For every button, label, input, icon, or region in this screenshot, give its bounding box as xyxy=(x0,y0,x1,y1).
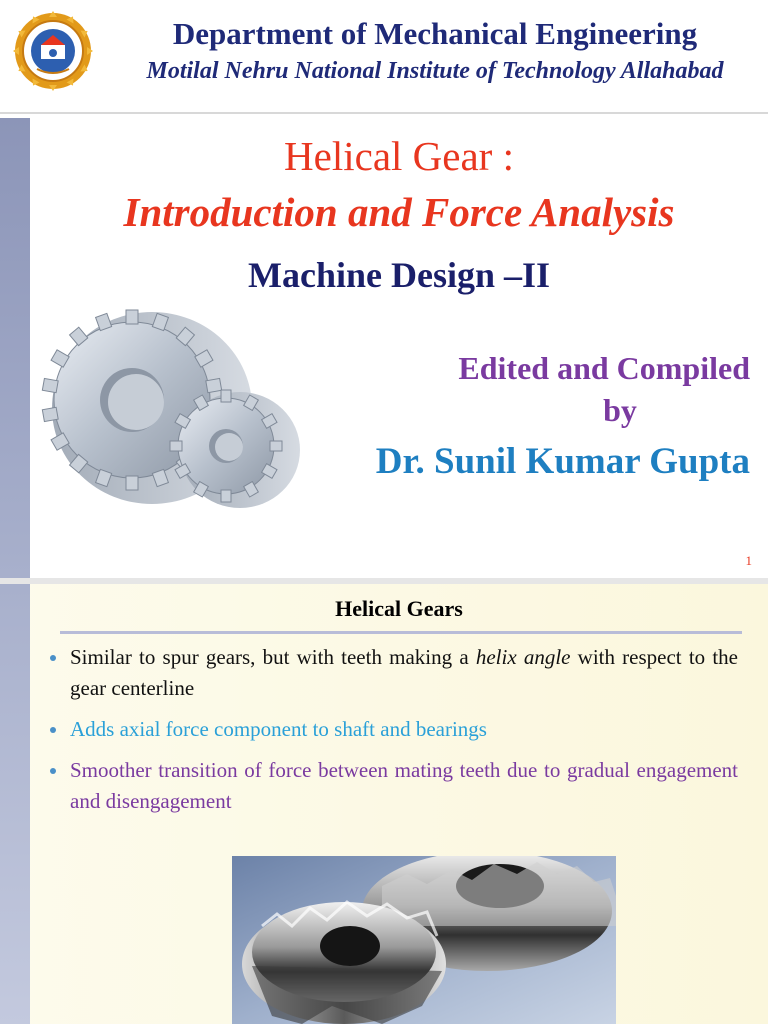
bullet1-text-start: Similar to spur gears, but with teeth making a xyxy=(70,645,476,669)
bullet-dot-icon xyxy=(50,768,56,774)
bullet-item-similar-spur xyxy=(48,642,738,704)
bullet-item-smoother-transition xyxy=(48,755,738,817)
author-name: Dr. Sunil Kumar Gupta xyxy=(375,441,750,482)
slide-side-bar xyxy=(0,118,30,578)
bullet1-helix-angle: helix angle xyxy=(475,645,571,669)
edited-compiled-label: Edited and Compiled xyxy=(458,350,750,386)
bullet3-text: Smoother transition of force between mating teeth due to gradual engagement and disengagement xyxy=(70,758,738,813)
bullet-dot-icon xyxy=(50,655,56,661)
bullet2-text: Adds axial force component to shaft and bearings xyxy=(70,717,487,741)
bullet1-text-end: with respect to the gear centerline xyxy=(70,645,738,700)
slide-side-bar xyxy=(0,584,30,1024)
page-number: 1 xyxy=(745,553,752,568)
slide-title-line1: Helical Gear : xyxy=(284,133,514,179)
by-label: by xyxy=(603,392,637,428)
institute-heading: Motilal Nehru National Institute of Technology Allahabad xyxy=(146,58,724,84)
title-underline xyxy=(60,631,742,634)
helical-gear-photo xyxy=(232,856,616,1024)
helical-gears-slide xyxy=(0,584,768,1024)
gear-illustration-icon xyxy=(40,300,310,515)
department-heading: Department of Mechanical Engineering xyxy=(172,16,698,51)
bullet-dot-icon xyxy=(50,727,56,733)
header-divider xyxy=(0,112,768,114)
course-name: Machine Design –II xyxy=(247,255,550,295)
slide-title-line2: Introduction and Force Analysis xyxy=(123,189,675,235)
bullet-list xyxy=(48,642,738,827)
slide-title: Helical Gears xyxy=(335,596,463,621)
bullet-item-axial-force xyxy=(48,714,738,745)
institute-seal-icon xyxy=(12,10,94,92)
